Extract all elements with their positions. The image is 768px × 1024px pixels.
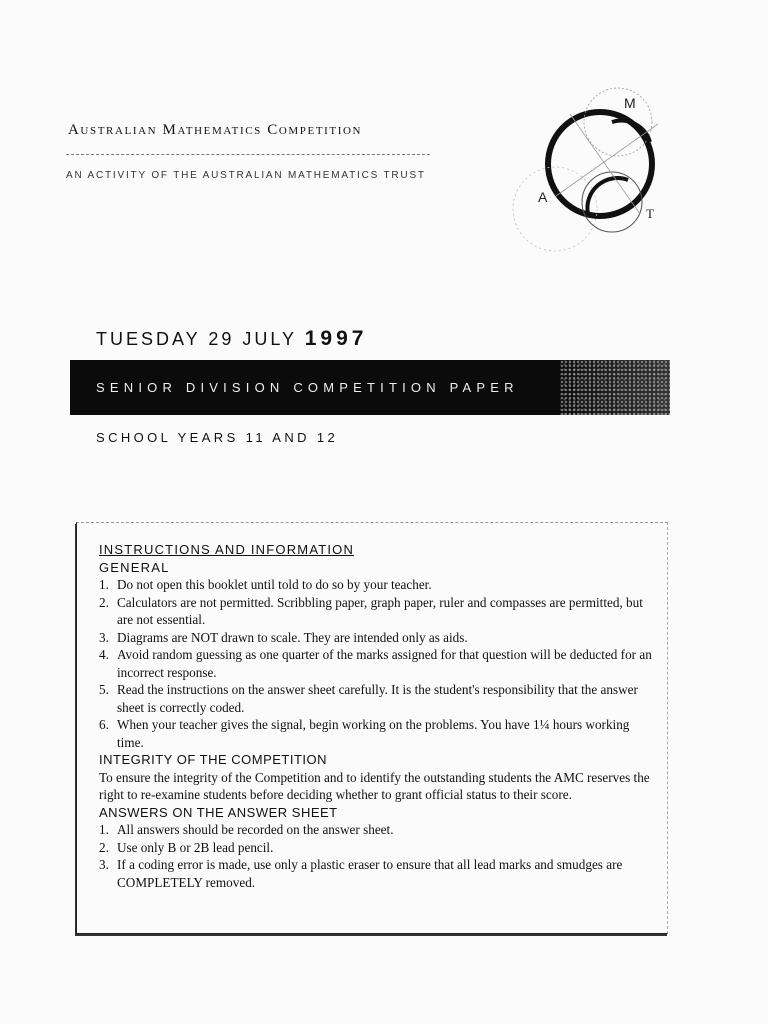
answers-item: 2. Use only B or 2B lead pencil. [99, 839, 274, 855]
banner-text: SENIOR DIVISION COMPETITION PAPER [96, 380, 519, 395]
general-item: 1. Do not open this booklet until told to do so by your teacher. [99, 577, 432, 592]
general-item: 6. When your teacher gives the signal, begin working on the problems. You have 1¼ hours working time. [99, 717, 630, 750]
general-item: 5. Read the instructions on the answer sheet carefully. It is the student's responsibility that the answer sheet is correctly coded. [99, 682, 638, 715]
division-banner [70, 360, 670, 415]
instructions-heading: INSTRUCTIONS AND INFORMATION [99, 542, 355, 557]
general-heading: GENERAL [99, 559, 170, 575]
amt-logo [500, 84, 680, 254]
header-divider [66, 154, 430, 155]
org-subtitle: AN ACTIVITY OF THE AUSTRALIAN MATHEMATICS TRUST [66, 170, 426, 181]
banner-texture [560, 360, 670, 415]
logo-circle-a [513, 167, 597, 251]
logo-line [570, 114, 640, 214]
logo-letter-m: M [624, 95, 636, 111]
org-title: Australian Mathematics Competition [68, 122, 363, 138]
integrity-text: To ensure the integrity of the Competition and to identify the outstanding students the AMC reserves the right to re-examine students before deciding whether to grant official status to their score. [99, 769, 650, 802]
answers-item: 3. If a coding error is made, use only a plastic eraser to ensure that all lead marks and smudges are COMPLETELY removed. [99, 857, 623, 890]
general-item: 2. Calculators are not permitted. Scribbling paper, graph paper, ruler and compasses are permitted, but are not essential. [99, 594, 643, 627]
exam-date-day-month: TUESDAY 29 JULY [96, 329, 297, 349]
general-list [99, 576, 659, 751]
logo-letter-a: A [538, 189, 548, 205]
general-item: 3. Diagrams are NOT drawn to scale. They are intended only as aids. [99, 629, 468, 645]
exam-date [96, 327, 367, 351]
integrity-heading: INTEGRITY OF THE COMPETITION [99, 752, 328, 767]
answers-heading: ANSWERS ON THE ANSWER SHEET [99, 804, 338, 820]
answers-item: 1. All answers should be recorded on the answer sheet. [99, 822, 394, 837]
instructions-box [76, 522, 668, 934]
logo-line-2 [556, 124, 658, 196]
exam-year: 1997 [304, 327, 368, 350]
school-years: SCHOOL YEARS 11 AND 12 [96, 430, 339, 445]
logo-main-circle [548, 112, 652, 216]
logo-letter-t: T [646, 206, 654, 221]
answers-list [99, 821, 659, 891]
general-item: 4. Avoid random guessing as one quarter of the marks assigned for that question will be deducted for an incorrect response. [99, 647, 652, 680]
